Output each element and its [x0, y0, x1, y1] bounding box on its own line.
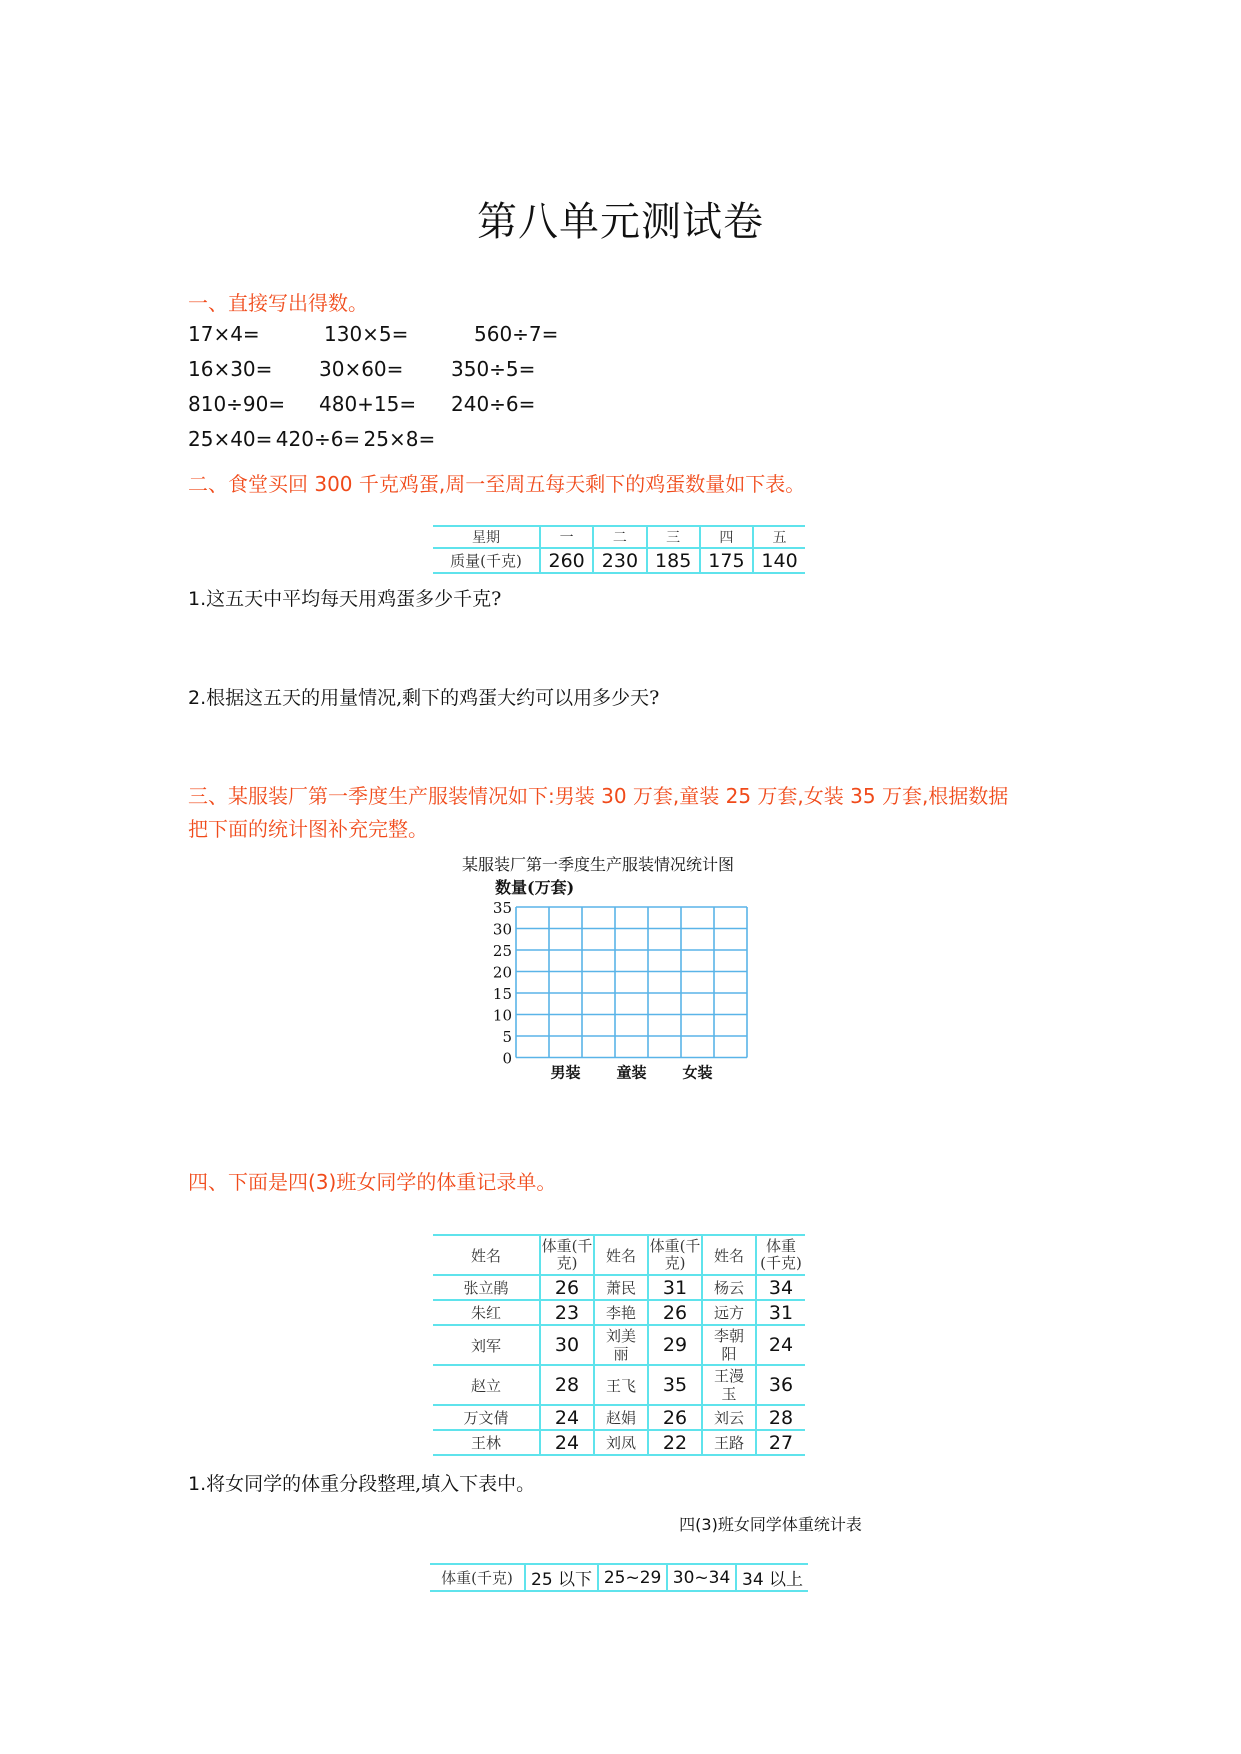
- name-cell: 王漫玉: [702, 1365, 756, 1405]
- header-cell: 体重(千克): [756, 1235, 805, 1275]
- y-tick-label: 30: [492, 920, 512, 939]
- question-1: [188, 584, 501, 611]
- value-cell: 185: [647, 548, 700, 573]
- egg-table-header: [433, 526, 805, 548]
- question-text: 根据这五天的用量情况,剩下的鸡蛋大约可以用多少天?: [206, 687, 660, 709]
- header-cell: 体重(千克): [540, 1235, 594, 1275]
- weight-table-header: [433, 1235, 805, 1275]
- name-cell: 刘美丽: [594, 1325, 648, 1365]
- weight-cell: 24: [540, 1405, 594, 1430]
- weight-table: [433, 1234, 805, 1456]
- egg-table-row: [433, 548, 805, 573]
- weight-cell: 30: [540, 1325, 594, 1365]
- value-cell: 175: [700, 548, 753, 573]
- name-cell: 刘云: [702, 1405, 756, 1430]
- header-cell: 星期: [433, 526, 540, 548]
- header-cell: 一: [540, 526, 593, 548]
- name-cell: 万文倩: [433, 1405, 540, 1430]
- y-tick-label: 25: [492, 942, 512, 960]
- x-category-label: 男装: [550, 1063, 581, 1082]
- y-tick-label: 10: [492, 1006, 512, 1025]
- weight-cell: 29: [648, 1325, 702, 1365]
- section3-heading-line1: 三、某服装厂第一季度生产服装情况如下:男装 30 万套,童装 25 万套,女装 35 万套,根据数据: [188, 784, 1009, 808]
- weight-cell: 31: [648, 1275, 702, 1300]
- weight-cell: 24: [540, 1430, 594, 1455]
- name-cell: 王路: [702, 1430, 756, 1455]
- calc-item: 16×30=: [188, 357, 273, 381]
- header-cell: 二: [593, 526, 646, 548]
- weight-table-row: [433, 1275, 805, 1300]
- weight-table-row: [433, 1405, 805, 1430]
- stat-table-caption: 四(3)班女同学体重统计表: [679, 1515, 862, 1534]
- weight-cell: 23: [540, 1300, 594, 1325]
- x-category-label: 女装: [682, 1063, 713, 1082]
- name-cell: 李朝阳: [702, 1325, 756, 1365]
- stat-cell: 34 以上: [736, 1564, 808, 1591]
- name-cell: 刘凤: [594, 1430, 648, 1455]
- header-cell: 四: [700, 526, 753, 548]
- weight-cell: 28: [756, 1405, 805, 1430]
- weight-cell: 27: [756, 1430, 805, 1455]
- calc-item: 480+15=: [319, 392, 417, 416]
- calc-item: 17×4=: [188, 322, 260, 346]
- calc-item: 30×60=: [319, 357, 404, 381]
- weight-cell: 26: [648, 1300, 702, 1325]
- weight-cell: 24: [756, 1325, 805, 1365]
- stat-cell: 30~34: [667, 1564, 736, 1591]
- name-cell: 王飞: [594, 1365, 648, 1405]
- calc-item: 240÷6=: [451, 392, 536, 416]
- calc-item: 560÷7=: [474, 322, 559, 346]
- name-cell: 赵娟: [594, 1405, 648, 1430]
- name-cell: 刘军: [433, 1325, 540, 1365]
- section4-heading: 四、下面是四(3)班女同学的体重记录单。: [188, 1170, 557, 1194]
- header-cell: 姓名: [594, 1235, 648, 1275]
- calc-item: 810÷90=: [188, 392, 286, 416]
- question-text: 这五天中平均每天用鸡蛋多少千克?: [206, 588, 502, 610]
- name-cell: 赵立: [433, 1365, 540, 1405]
- stat-table-row: [430, 1564, 808, 1591]
- question-number: 1.: [188, 1473, 207, 1495]
- section2-heading: 二、食堂买回 300 千克鸡蛋,周一至周五每天剩下的鸡蛋数量如下表。: [188, 472, 806, 496]
- x-category-label: 童装: [616, 1063, 647, 1082]
- stat-table: [430, 1563, 808, 1592]
- question-4-1: [188, 1469, 535, 1496]
- y-tick-label: 0: [502, 1049, 512, 1068]
- stat-cell: 体重(千克): [430, 1564, 525, 1591]
- page-title: 第八单元测试卷: [477, 199, 764, 245]
- section1-heading: 一、直接写出得数。: [188, 291, 368, 315]
- header-cell: 姓名: [702, 1235, 756, 1275]
- calc-item: 130×5=: [324, 322, 409, 346]
- question-number: 2.: [188, 687, 207, 709]
- question-number: 1.: [188, 588, 207, 610]
- y-tick-label: 35: [492, 899, 512, 917]
- weight-table-row: [433, 1430, 805, 1455]
- name-cell: 朱红: [433, 1300, 540, 1325]
- y-tick-label: 20: [492, 963, 512, 982]
- value-cell: 140: [753, 548, 805, 573]
- chart-ylabel: 数量(万套): [495, 878, 575, 897]
- row-label: 质量(千克): [433, 548, 540, 573]
- weight-table-row: [433, 1365, 805, 1405]
- weight-cell: 31: [756, 1300, 805, 1325]
- name-cell: 萧民: [594, 1275, 648, 1300]
- calc-item: 25×40= 420÷6= 25×8=: [188, 427, 436, 451]
- name-cell: 张立鹃: [433, 1275, 540, 1300]
- name-cell: 王林: [433, 1430, 540, 1455]
- section3-heading-line2: 把下面的统计图补充完整。: [188, 817, 428, 841]
- question-text: 将女同学的体重分段整理,填入下表中。: [206, 1473, 536, 1495]
- weight-cell: 34: [756, 1275, 805, 1300]
- bar-chart: [480, 895, 760, 1085]
- weight-table-row: [433, 1325, 805, 1365]
- name-cell: 杨云: [702, 1275, 756, 1300]
- y-tick-label: 5: [502, 1028, 512, 1046]
- egg-table: [433, 525, 805, 574]
- name-cell: 李艳: [594, 1300, 648, 1325]
- weight-cell: 36: [756, 1365, 805, 1405]
- value-cell: 260: [540, 548, 593, 573]
- stat-cell: 25 以下: [525, 1564, 598, 1591]
- name-cell: 远方: [702, 1300, 756, 1325]
- header-cell: 体重(千克): [648, 1235, 702, 1275]
- weight-table-row: [433, 1300, 805, 1325]
- header-cell: 三: [647, 526, 700, 548]
- header-cell: 五: [753, 526, 805, 548]
- header-cell: 姓名: [433, 1235, 540, 1275]
- weight-cell: 22: [648, 1430, 702, 1455]
- weight-cell: 28: [540, 1365, 594, 1405]
- stat-cell: 25~29: [598, 1564, 667, 1591]
- weight-cell: 26: [648, 1405, 702, 1430]
- weight-cell: 35: [648, 1365, 702, 1405]
- chart-title: 某服装厂第一季度生产服装情况统计图: [462, 855, 735, 874]
- y-tick-label: 15: [492, 985, 512, 1003]
- weight-cell: 26: [540, 1275, 594, 1300]
- question-2: [188, 683, 659, 710]
- value-cell: 230: [593, 548, 646, 573]
- calc-item: 350÷5=: [451, 357, 536, 381]
